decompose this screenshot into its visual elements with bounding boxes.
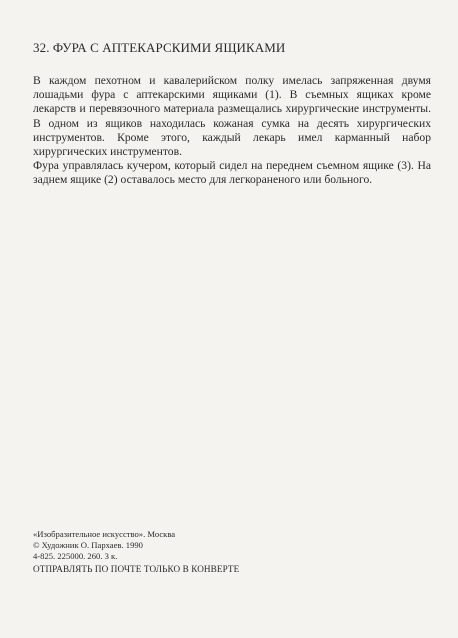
paragraph-1: В каждом пехотном и кавалерийском полку имелась запряженная двумя лошадьми фура с аптекарскими ящиками (1). В съемных ящиках кроме лекарств и перевязочного материала размещались хирургические инструменты. В одном из ящиков находилась кожаная сумка на десять хирургических инструментов. Кроме этого, каждый лекарь имел карманный набор хирургических инструментов. — [33, 74, 431, 159]
copyright-line: © Художник О. Пархаев. 1990 — [33, 540, 143, 550]
paragraph-2: Фура управлялась кучером, который сидел на переднем съемном ящике (3). На заднем ящике (2) оставалось место для легкораненого или больного. — [33, 159, 431, 187]
publication-footer — [33, 529, 433, 575]
mailing-notice: ОТПРАВЛЯТЬ ПО ПОЧТЕ ТОЛЬКО В КОНВЕРТЕ — [33, 564, 240, 574]
page-title: 32. ФУРА С АПТЕКАРСКИМИ ЯЩИКАМИ — [33, 40, 286, 55]
description-text — [33, 74, 431, 188]
publisher-line: «Изобразительное искусство». Москва — [33, 529, 176, 539]
print-info-line: 4-825. 225000. 260. 3 к. — [33, 551, 118, 561]
